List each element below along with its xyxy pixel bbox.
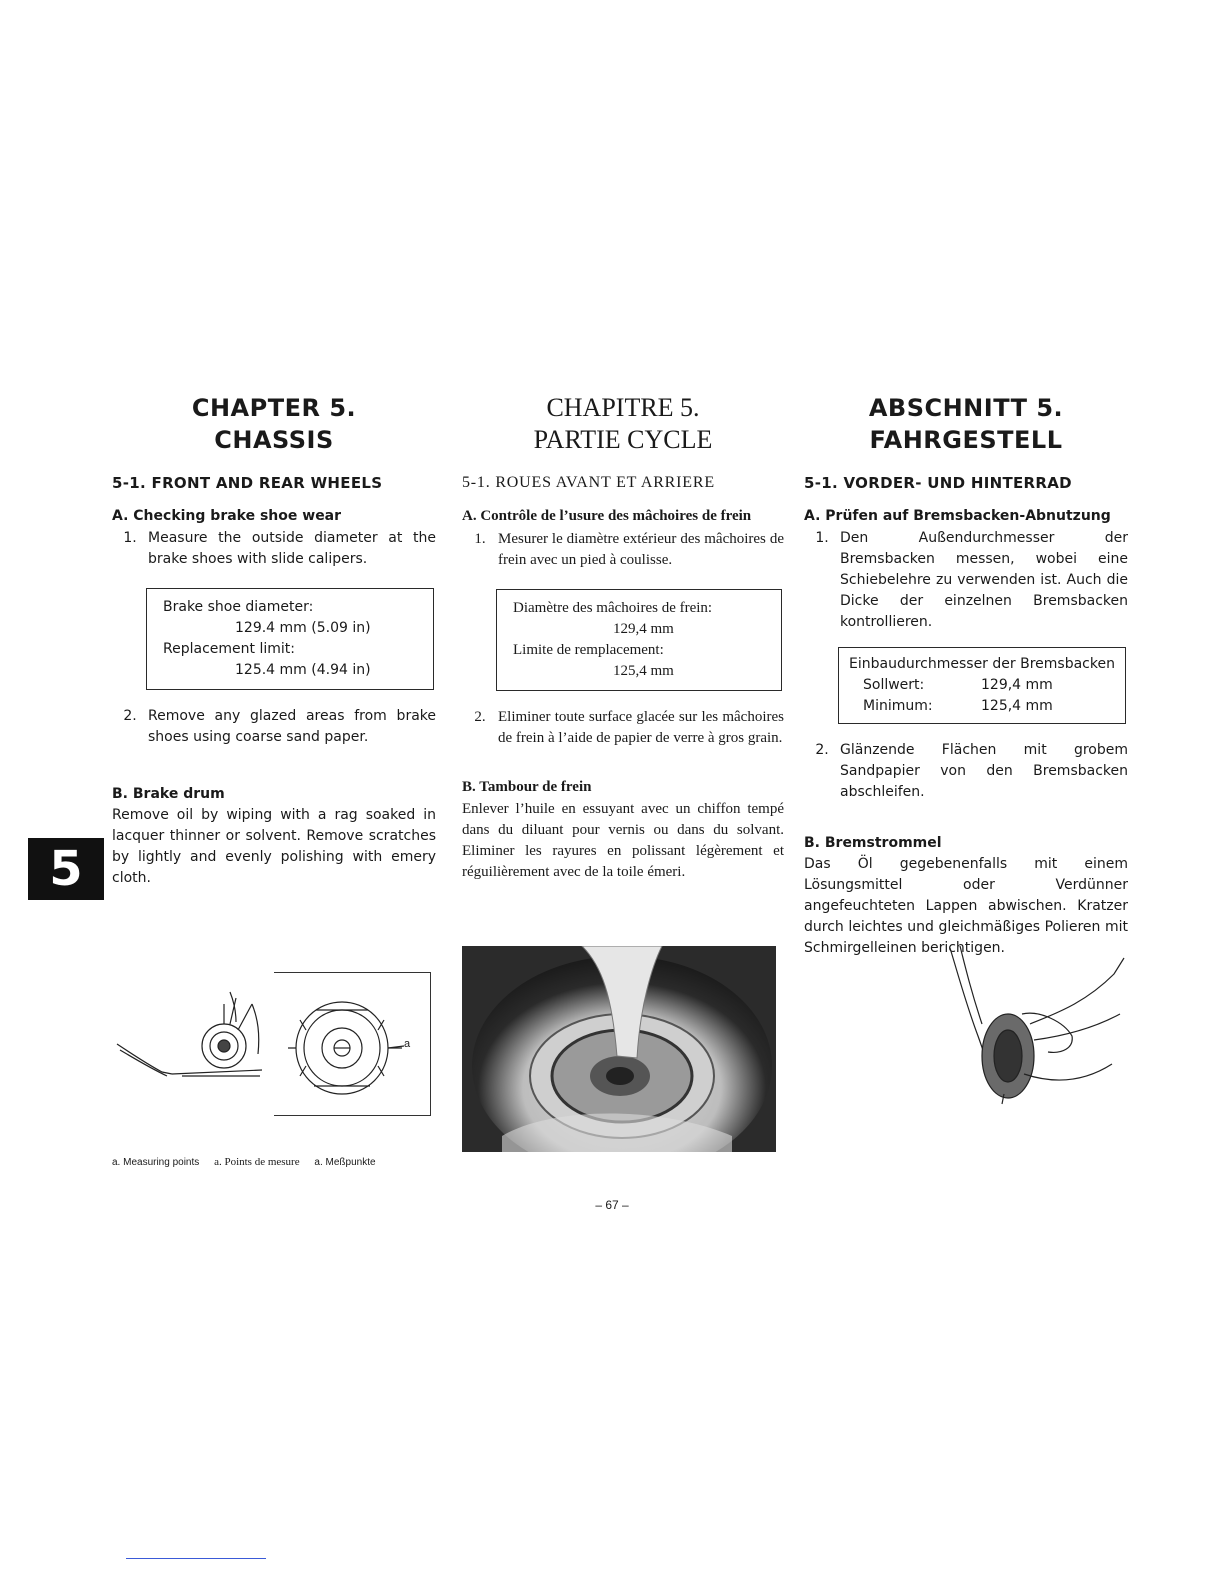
chapter-title: PARTIE CYCLE — [533, 425, 713, 454]
caliper-measuring-illustration — [112, 984, 272, 1084]
spec-value: 125,4 mm — [981, 698, 1053, 714]
chapter-title: FAHRGESTELL — [869, 426, 1063, 454]
spec-label: Limite de remplacement: — [513, 642, 664, 658]
step-2 — [804, 740, 1128, 803]
spec-value: 129,4 mm — [981, 677, 1053, 693]
subsection-a-heading: A. Contrôle de l’usure des mâchoires de frein — [462, 508, 752, 524]
spec-key: Minimum: — [863, 698, 933, 714]
step-text: Measure the outside diameter at the brake shoes with slide calipers. — [148, 530, 436, 567]
subsection-b-heading: B. Tambour de frein — [462, 779, 592, 795]
step-number: 2. — [474, 709, 486, 725]
chapter-heading: CHAPITRE 5. — [546, 393, 700, 422]
spec-label: Brake shoe diameter: — [163, 599, 314, 615]
figure-caption — [112, 1156, 388, 1168]
step-text: Mesurer le diamètre extérieur des mâchoires de frein avec un pied à coulisse. — [498, 531, 784, 568]
subsection-a-heading: A. Prüfen auf Bremsbacken-Abnutzung — [804, 508, 1111, 524]
step-1 — [462, 529, 784, 571]
subsection-b-text: Enlever l’huile en essuyant avec un chiffon tempé dans du diluant pour vernis ou dans du solvant. Eliminer les rayures en polissant légèrement et réguilièrement avec de la toile émeri. — [462, 801, 784, 880]
wheel-photo — [462, 946, 776, 1152]
spec-label: Einbaudurchmesser der Bremsbacken — [849, 656, 1115, 672]
step-number: 2. — [815, 742, 829, 758]
spec-label: Diamètre des mâchoires de frein: — [513, 600, 713, 616]
step-1 — [804, 528, 1128, 633]
spec-value: 125.4 mm (4.94 in) — [235, 662, 371, 678]
spec-value: 129,4 mm — [613, 621, 674, 637]
section-heading: 5-1. FRONT AND REAR WHEELS — [112, 474, 383, 492]
step-text: Eliminer toute surface glacée sur les mâchoires de frein à l’aide de papier de verre à gros grain. — [498, 709, 784, 746]
step-1 — [112, 528, 436, 570]
step-number: 2. — [123, 708, 137, 724]
spec-value: 125,4 mm — [613, 663, 674, 679]
subsection-a-heading: A. Checking brake shoe wear — [112, 508, 342, 524]
french-column — [462, 392, 784, 883]
spec-box — [838, 647, 1126, 724]
footer-link-line — [126, 1558, 266, 1559]
subsection-b-heading: B. Brake drum — [112, 786, 225, 802]
subsection-b-text: Remove oil by wiping with a rag soaked in lacquer thinner or solvent. Remove scratches by lightly and evenly polishing with emery cloth. — [112, 807, 436, 886]
chapter-heading: ABSCHNITT 5. — [868, 394, 1064, 422]
step-2 — [462, 707, 784, 749]
brake-shoe-diagram — [286, 990, 416, 1102]
spec-row — [849, 696, 1115, 717]
step-number: 1. — [815, 530, 829, 546]
drum-polishing-illustration — [944, 944, 1130, 1108]
spec-box — [146, 588, 434, 690]
section-heading: 5-1. VORDER- UND HINTERRAD — [804, 474, 1072, 492]
section-heading: 5-1. ROUES AVANT ET ARRIERE — [462, 474, 715, 491]
spec-label: Replacement limit: — [163, 641, 295, 657]
measuring-point-label: a — [404, 1038, 411, 1050]
step-text: Den Außendurchmesser der Bremsbacken messen, wobei eine Schiebelehre zu verwenden ist. Auch die Dicke der einzelnen Bremsbacken kontrollieren. — [840, 530, 1128, 630]
step-number: 1. — [474, 531, 486, 547]
caption-french: a. Points de mesure — [214, 1156, 300, 1168]
step-text: Remove any glazed areas from brake shoes using coarse sand paper. — [148, 708, 436, 745]
caption-english: a. Measuring points — [112, 1157, 200, 1168]
caption-german: a. Meßpunkte — [314, 1157, 376, 1168]
german-column — [804, 392, 1128, 959]
step-number: 1. — [123, 530, 137, 546]
spec-key: Sollwert: — [863, 677, 925, 693]
chapter-tab: 5 — [28, 838, 104, 900]
chapter-title: CHASSIS — [214, 426, 334, 454]
spec-box — [496, 589, 782, 691]
step-2 — [112, 706, 436, 748]
chapter-heading: CHAPTER 5. — [191, 394, 357, 422]
spec-value: 129.4 mm (5.09 in) — [235, 620, 371, 636]
page-number: – 67 – — [595, 1198, 629, 1212]
step-text: Glänzende Flächen mit grobem Sandpapier von den Bremsbacken abschleifen. — [840, 742, 1128, 800]
spec-row — [849, 675, 1115, 696]
subsection-b-text: Das Öl gegebenenfalls mit einem Lösungsmittel oder Verdünner angefeuchteten Lappen abwischen. Kratzer durch leichtes und gleichmäßiges Polieren mit Schmirgelleinen berichtigen. — [804, 856, 1128, 956]
subsection-b-heading: B. Bremstrommel — [804, 835, 942, 851]
english-column — [112, 392, 436, 889]
